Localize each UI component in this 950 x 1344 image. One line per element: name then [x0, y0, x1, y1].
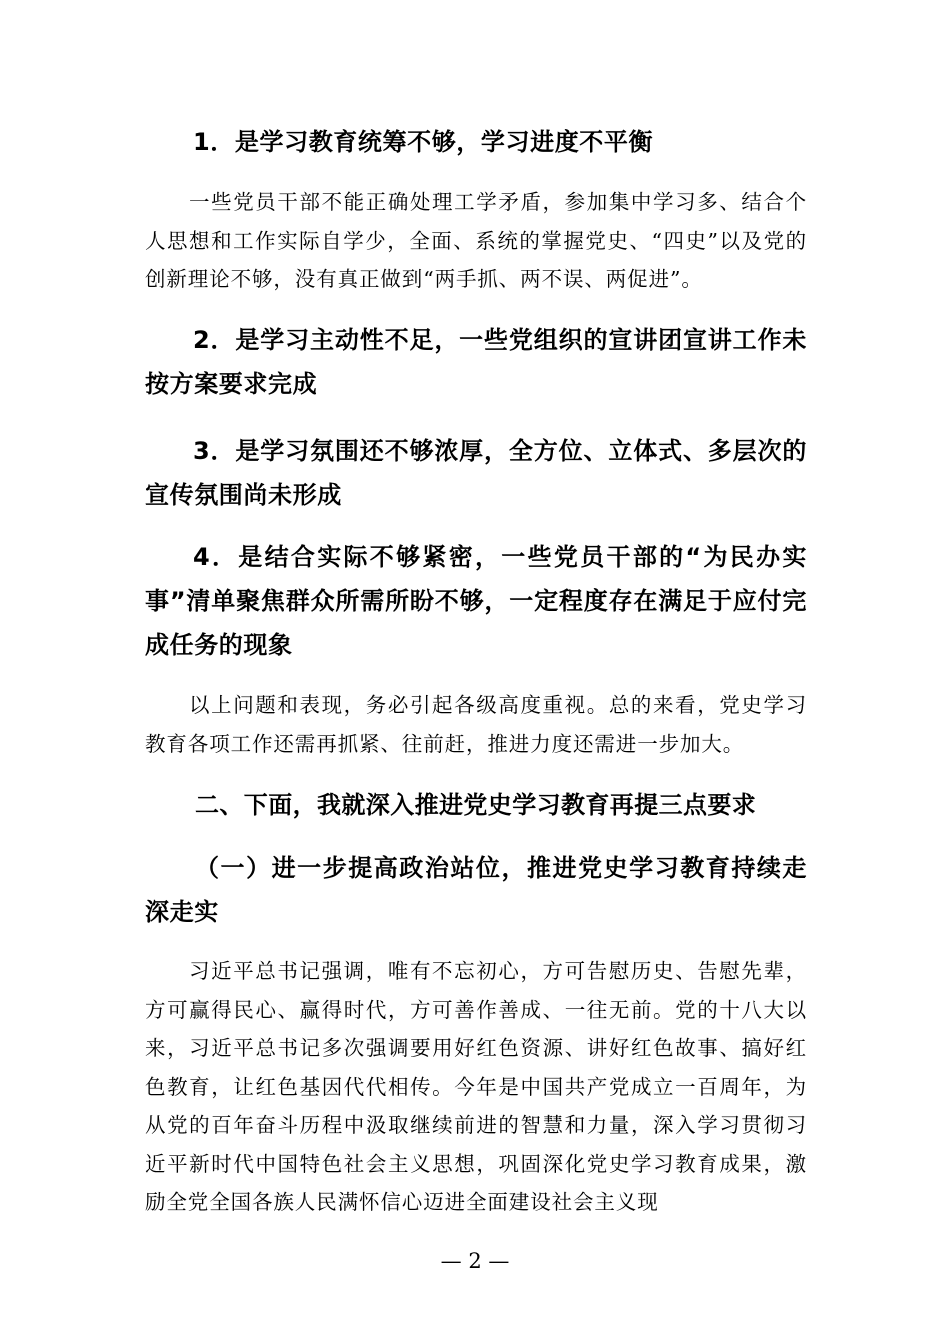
heading-3: 3．是学习氛围还不够浓厚，全方位、立体式、多层次的宣传氛围尚未形成 [145, 437, 807, 509]
heading-4: 4．是结合实际不够紧密，一些党员干部的“为民办实事”清单聚焦群众所需所盼不够，一定程度存在满足于应付完成任务的现象 [145, 543, 807, 659]
paragraph-3: 习近平总书记强调，唯有不忘初心，方可告慰历史、告慰先辈，方可赢得民心、赢得时代，方可善作善成、一往无前。党的十八大以来，习近平总书记多次强调要用好红色资源、讲好红色故事、搞好红色教育，让红色基因代代相传。今年是中国共产党成立一百周年，为从党的百年奋斗历程中汲取继续前进的智慧和力量，深入学习贯彻习近平新时代中国特色社会主义思想，巩固深化党史学习教育成果，激励全党全国各族人民满怀信心迈进全面建设社会主义现 [145, 959, 807, 1214]
document-page [145, 0, 807, 1344]
heading-2: 2．是学习主动性不足，一些党组织的宣讲团宣讲工作未按方案要求完成 [145, 326, 807, 398]
heading-1: 1．是学习教育统筹不够，学习进度不平衡 [193, 128, 654, 156]
page-number: — 2 — [440, 1249, 510, 1273]
section-title: 二、下面，我就深入推进党史学习教育再提三点要求 [195, 791, 757, 819]
subsection-title: （一）进一步提高政治站位，推进党史学习教育持续走深走实 [145, 854, 807, 926]
paragraph-2: 以上问题和表现，务必引起各级高度重视。总的来看，党史学习教育各项工作还需再抓紧、往前赶，推进力度还需进一步加大。 [145, 693, 807, 756]
paragraph-1: 一些党员干部不能正确处理工学矛盾，参加集中学习多、结合个人思想和工作实际自学少，全面、系统的掌握党史、“四史”以及党的创新理论不够，没有真正做到“两手抓、两不误、两促进”。 [145, 190, 807, 291]
